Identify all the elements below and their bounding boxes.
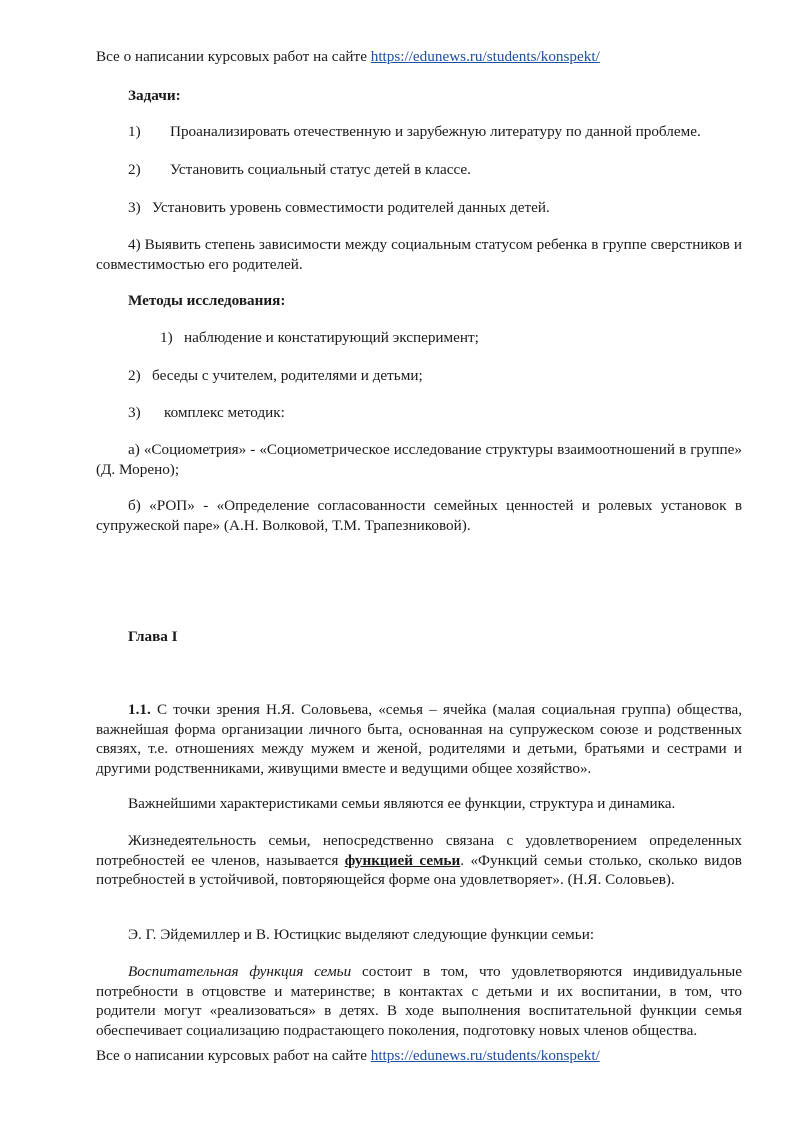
paragraph-educational-function (96, 962, 742, 1040)
footer-text: Все о написании курсовых работ на сайте (96, 1047, 371, 1064)
footer-line (96, 1046, 600, 1066)
paragraph-1-1 (96, 700, 742, 778)
paragraph-family-function (96, 831, 742, 890)
methods-heading: Методы исследования: (128, 292, 286, 309)
method-item-1-text: наблюдение и констатирующий эксперимент; (184, 329, 479, 346)
task-item-4-number: 4) (128, 236, 141, 253)
method-sub-a: а) «Социометрия» - «Социометрическое исследование структуры взаимоотношений в группе» (Д. Морено); (96, 441, 742, 478)
method-item-3-number: 3) (128, 404, 141, 421)
term-educational-function: Воспитательная функция семьи (128, 963, 352, 980)
task-item-2-text: Установить социальный статус детей в классе. (170, 161, 471, 178)
method-item-1-line (160, 328, 479, 348)
task-item-4-text: Выявить степень зависимости между социальным статусом ребенка в группе сверстников и совместимостью его родителей. (96, 236, 742, 273)
header-line (96, 47, 600, 67)
task-item-1-number: 1) (128, 123, 141, 140)
paragraph-educational-function-text: состоит в том, что удовлетворяются индивидуальные потребности в отцовстве и материнстве; в контактах с детьми и их воспитании, в том, что родители могут «реализоваться» в детях. В ходе выполнения воспитательной функции семья обеспечивает социализацию подрастающего поколения, подготовку новых членов общества. (96, 963, 743, 1039)
method-item-2-number: 2) (128, 367, 141, 384)
method-item-3-text: комплекс методик: (164, 404, 285, 421)
section-number: 1.1. (128, 701, 151, 718)
paragraph-characteristics: Важнейшими характеристиками семьи являются ее функции, структура и динамика. (128, 795, 676, 812)
term-family-function: функцией семьи (344, 851, 461, 869)
task-item-4 (96, 235, 742, 274)
header-text: Все о написании курсовых работ на сайте (96, 48, 371, 65)
task-item-3-number: 3) (128, 199, 141, 216)
task-item-3-text: Установить уровень совместимости родителей данных детей. (152, 199, 550, 216)
header-link[interactable]: https://edunews.ru/students/konspekt/ (370, 48, 600, 65)
method-item-2-text: беседы с учителем, родителями и детьми; (152, 367, 423, 384)
method-item-1-number: 1) (160, 329, 173, 346)
footer-link[interactable]: https://edunews.ru/students/konspekt/ (370, 1047, 600, 1064)
paragraph-family-function-text-a: Жизнедеятельность семьи, непосредственно связана с удовлетворением определенных потребностей ее членов, называется (96, 832, 742, 869)
paragraph-1-1-text: С точки зрения Н.Я. Соловьева, «семья – ячейка (малая социальная группа) общества, важнейшая форма организации личного быта, основанная на супружеском союзе и родственных связях, т.е. отношениях между мужем и женой, родителями и детьми, братьями и сестрами и другими родственниками, живущими вместе и ведущими общее хозяйство». (96, 701, 742, 777)
method-item-2-line (128, 366, 423, 386)
paragraph-eidemiller: Э. Г. Эйдемиллер и В. Юстицкис выделяют следующие функции семьи: (128, 926, 595, 943)
task-item-2-number: 2) (128, 161, 141, 178)
tasks-heading: Задачи: (128, 87, 181, 104)
chapter-title: Глава I (128, 628, 178, 645)
task-item-1-text: Проанализировать отечественную и зарубежную литературу по данной проблеме. (170, 123, 701, 140)
method-sub-b: б) «РОП» - «Определение согласованности семейных ценностей и ролевых установок в супружеской паре» (А.Н. Волковой, Т.М. Трапезниковой). (96, 497, 742, 534)
paragraph-family-function-text-b: . «Функций семьи столько, сколько видов потребностей в устойчивой, повторяющейся форме она удовлетворяет». (Н.Я. Соловьев). (96, 851, 742, 889)
task-item-3-line (128, 198, 550, 218)
